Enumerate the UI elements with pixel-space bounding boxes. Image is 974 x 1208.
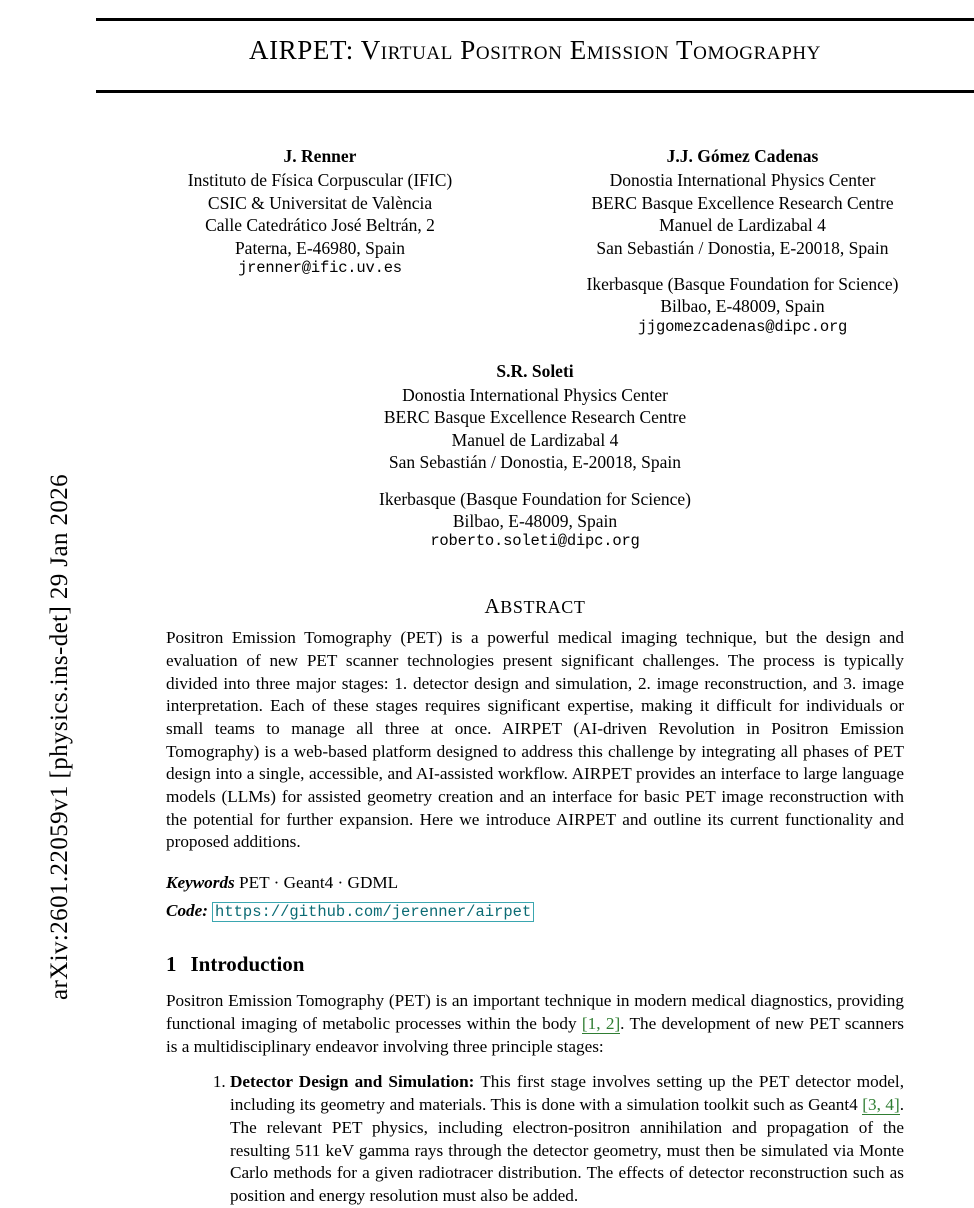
author-affiliation-line: Bilbao, E-48009, Spain — [660, 296, 825, 317]
page-title — [96, 21, 974, 76]
author-affiliation-line: Manuel de Lardizabal 4 — [659, 215, 826, 236]
abstract-heading-rest: BSTRACT — [500, 597, 586, 618]
author-name: J. Renner — [283, 146, 357, 166]
page-title-first-word: AIRPET: — [248, 35, 354, 65]
spacer — [558, 259, 928, 273]
keywords-label: Keywords — [166, 873, 235, 893]
author-affiliation-line: Paterna, E-46980, Spain — [234, 237, 406, 258]
author-name: S.R. Soleti — [496, 360, 574, 381]
author-affiliation-line: San Sebastián / Donostia, E-20018, Spain — [388, 452, 682, 473]
author-affiliation-line: BERC Basque Excellence Research Centre — [383, 407, 687, 428]
list-item-text-b: . The relevant PET physics, including electron-positron annihilation and propagation of the resulting 511 keV gamma rays through the detector geometry, must then be simulated via Monte Carlo methods for a given radiotracer distribution. The effects of detector reconstruction such as position and energy resolution must also be added. — [230, 1094, 905, 1206]
author-email[interactable]: roberto.soleti@dipc.org — [430, 532, 640, 551]
author-affiliation-line: BERC Basque Excellence Research Centre — [591, 192, 894, 213]
paper-page — [96, 0, 974, 1206]
list-item-lead: Detector Design and Simulation: — [230, 1071, 475, 1091]
author-affiliation-line: Ikerbasque (Basque Foundation for Science) — [379, 488, 691, 509]
intro-paragraph — [166, 990, 904, 1059]
code-line — [166, 900, 904, 923]
title-rule-bottom — [96, 90, 974, 93]
code-url-link[interactable]: https://github.com/jerenner/airpet — [212, 902, 534, 922]
author-affiliation-line: Ikerbasque (Basque Foundation for Science) — [586, 273, 899, 294]
spacer — [320, 474, 750, 488]
author-row-top — [96, 145, 974, 338]
author-affiliation-line: Instituto de Física Corpuscular (IFIC) — [187, 170, 453, 191]
section-title: Introduction — [190, 951, 305, 976]
code-label: Code: — [166, 900, 209, 920]
author-email[interactable]: jjgomezcadenas@dipc.org — [637, 317, 848, 336]
author-name: J.J. Gómez Cadenas — [666, 146, 819, 166]
keywords-line — [166, 872, 904, 895]
citation-link[interactable]: [1, 2] — [581, 1014, 621, 1034]
author-affiliation-line: Manuel de Lardizabal 4 — [451, 429, 619, 450]
intro-paragraph-part-b: . The development of new PET scanners is a multidisciplinary endeavor involving three principle stages: — [166, 1014, 905, 1057]
author-list — [96, 145, 974, 552]
arxiv-stamp-text: arXiv:2601.22059v1 [physics.ins-det] 29 Jan 2026 — [46, 473, 73, 1000]
author-affiliation-line: San Sebastián / Donostia, E-20018, Spain — [596, 237, 889, 258]
citation-link[interactable]: [3, 4] — [862, 1094, 900, 1114]
intro-paragraph-part-a: Positron Emission Tomography (PET) is an important technique in modern medical diagnostics, providing functional imaging of metabolic processes within the body — [166, 991, 904, 1034]
author-block-gomez-cadenas — [558, 145, 928, 338]
list-item-text-a: This first stage involves setting up the PET detector model, including its geometry and materials. This is done with a simulation toolkit such as Geant4 — [230, 1071, 905, 1114]
author-affiliation-line: Donostia International Physics Center — [402, 384, 668, 405]
page-title-rest: Virtual Positron Emission Tomography — [360, 35, 822, 65]
author-block-renner — [143, 145, 498, 338]
abstract-heading — [96, 594, 974, 619]
list-item — [230, 1071, 904, 1208]
section-number: 1 — [166, 951, 177, 976]
stages-list — [166, 1071, 904, 1208]
section-heading-introduction — [166, 951, 904, 979]
author-affiliation-line: CSIC & Universitat de València — [207, 192, 433, 213]
author-email[interactable]: jrenner@ific.uv.es — [238, 258, 402, 277]
keywords-value: PET · Geant4 · GDML — [239, 873, 399, 893]
arxiv-stamp — [0, 0, 96, 1200]
author-affiliation-line: Calle Catedrático José Beltrán, 2 — [205, 215, 435, 236]
author-block-soleti — [320, 360, 750, 553]
author-affiliation-line: Bilbao, E-48009, Spain — [452, 510, 618, 531]
abstract-text: Positron Emission Tomography (PET) is a powerful medical imaging technique, but the design and evaluation of new PET scanner technologies present significant challenges. The process is typically divided into three major stages: 1. detector design and simulation, 2. image reconstruction, and 3. image interpretation. Each of these stages requires significant expertise, making it difficult for individuals or small teams to manage all three at once. AIRPET (AI-driven Revolution in Positron Emission Tomography) is a web-based platform designed to address this challenge by integrating all phases of PET design into a single, accessible, and AI-assisted workflow. AIRPET provides an interface to large language models (LLMs) for assisted geometry creation and an interface for basic PET image reconstruction with the potential for further expansion. Here we introduce AIRPET and outline its current functionality and proposed additions. — [166, 628, 904, 852]
author-affiliation-line: Donostia International Physics Center — [609, 170, 876, 191]
abstract-heading-capital: A — [484, 594, 501, 619]
